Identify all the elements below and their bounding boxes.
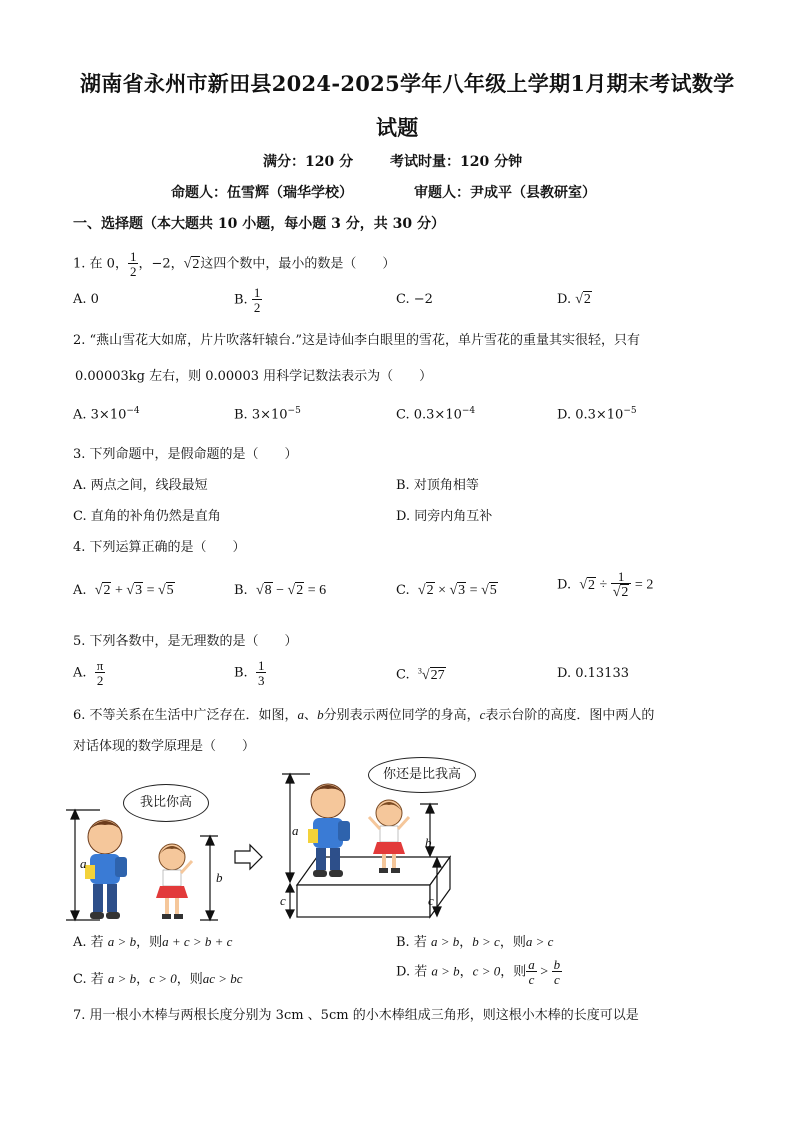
- q1-option-d[interactable]: D. √2: [557, 292, 591, 307]
- question-3-stem: 3. 下列命题中，是假命题的是（ ）: [73, 447, 298, 462]
- q6-option-a[interactable]: A. 若 a > b，则a + c > b + c: [73, 934, 233, 950]
- girl-figure-right: [369, 800, 409, 873]
- question-4-stem: 4. 下列运算正确的是（ ）: [73, 540, 246, 555]
- q1-option-c[interactable]: C. −2: [396, 292, 433, 307]
- question-6-line1: 6. 不等关系在生活中广泛存在．如图，a、b分别表示两位同学的身高，c表示台阶的高度．图中两人的: [73, 707, 655, 723]
- question-7-stem: 7. 用一根小木棒与两根长度分别为 3cm 、5cm 的小木棒组成三角形，则这根小木棒的长度可以是: [73, 1008, 639, 1023]
- q6-option-c[interactable]: C. 若 a > b，c > 0，则ac > bc: [73, 971, 243, 987]
- right-arrow-icon: [235, 845, 262, 869]
- label-b-left: b: [216, 870, 223, 885]
- q4-option-b[interactable]: B. √8 − √2 = 6: [234, 583, 327, 598]
- question-5-stem: 5. 下列各数中，是无理数的是（ ）: [73, 634, 298, 649]
- label-a-left: a: [80, 856, 87, 871]
- q5-option-a[interactable]: A. $\frac{\pi}{2}$: [73, 658, 104, 688]
- question-6-line2: 对话体现的数学原理是（ ）: [73, 739, 256, 754]
- q3-option-c[interactable]: C. 直角的补角仍然是直角: [73, 509, 221, 524]
- q6-option-d[interactable]: D. 若 a > b，c > 0，则 $\frac{a}{c}$ > $\frac{b}{c}$: [396, 957, 561, 987]
- label-c-right: c: [428, 893, 434, 908]
- time-info: 考试时量：120 分钟: [390, 154, 523, 170]
- question-2-line2: 0.00003kg 左右，则 0.00003 用科学记数法表示为（ ）: [75, 369, 433, 384]
- q2-option-c[interactable]: C. $0.3\times 10^{-4}$: [396, 406, 476, 423]
- label-a-right: a: [292, 823, 299, 838]
- question-2-line1: 2. “燕山雪花大如席，片片吹落轩辕台.”这是诗仙李白眼里的雪花，单片雪花的重量其实很轻，只有: [73, 333, 640, 348]
- q2-option-a[interactable]: A. $3\times 10^{-4}$: [73, 406, 140, 423]
- q1-option-a[interactable]: A. 0: [73, 292, 99, 307]
- q3-option-d[interactable]: D. 同旁内角互补: [396, 509, 493, 524]
- q3-option-b[interactable]: B. 对顶角相等: [396, 478, 479, 493]
- question-1-stem: 1. 在 0， $\frac{1}{2}$ ，−2，√2这四个数中，最小的数是（ ）: [73, 249, 396, 279]
- q6-option-b[interactable]: B. 若 a > b，b > c，则a > c: [396, 934, 554, 950]
- q4-option-d[interactable]: D. √2 ÷ $\frac{1}{√2}$ = 2: [557, 569, 654, 600]
- author-info: 命题人：伍雪辉（瑞华学校）: [171, 185, 353, 201]
- label-c-left: c: [280, 893, 286, 908]
- title-line2: 试题: [376, 115, 419, 140]
- label-b-right: b: [425, 835, 432, 850]
- section-heading: 一、选择题（本大题共 10 小题，每小题 3 分，共 30 分）: [73, 216, 445, 232]
- score-info: 满分：120 分: [263, 154, 354, 170]
- title-line1: 湖南省永州市新田县2024-2025学年八年级上学期1月期末考试数学: [80, 71, 735, 96]
- q5-option-d[interactable]: D. 0.13133: [557, 666, 629, 681]
- q1-option-b[interactable]: B. $\frac{1}{2}$: [234, 285, 261, 315]
- speech-bubble-left: 我比你高: [123, 784, 209, 822]
- q3-option-a[interactable]: A. 两点之间，线段最短: [73, 478, 208, 493]
- boy-figure-right: [308, 784, 350, 877]
- q2-option-b[interactable]: B. $3\times 10^{-5}$: [234, 406, 301, 423]
- q4-option-c[interactable]: C. √2 × √3 = √5: [396, 583, 497, 598]
- reviewer-info: 审题人：尹成平（县教研室）: [414, 185, 596, 201]
- q2-option-d[interactable]: D. $0.3\times 10^{-5}$: [557, 406, 637, 423]
- q4-option-a[interactable]: A. √2 + √3 = √5: [73, 583, 174, 598]
- q5-option-c[interactable]: C. $^3$√27: [396, 666, 445, 683]
- boy-figure-left: [85, 820, 127, 919]
- girl-figure-left: [156, 844, 192, 919]
- q5-option-b[interactable]: B. $\frac{1}{3}$: [234, 658, 265, 688]
- speech-bubble-right: 你还是比我高: [368, 757, 476, 793]
